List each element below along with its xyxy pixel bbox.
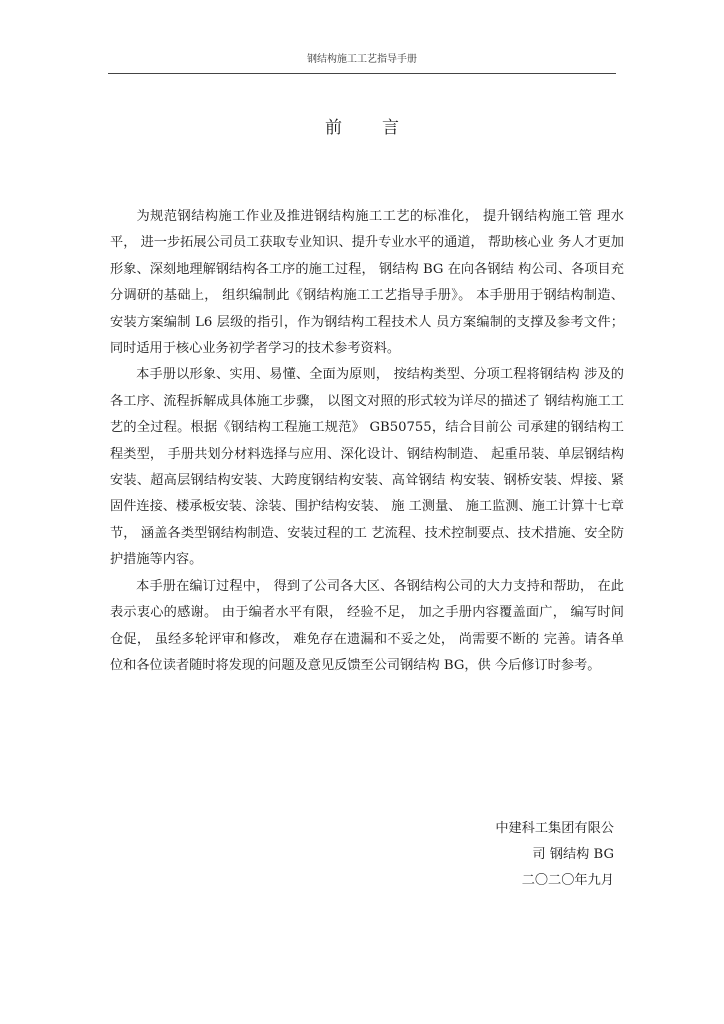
preface-body: [110, 204, 624, 679]
header-divider: [108, 73, 616, 74]
paragraph: [110, 204, 624, 362]
page-title: 前言: [325, 118, 439, 138]
running-header: 钢结构施工工艺指导手册: [307, 54, 417, 65]
paragraph: [110, 362, 624, 573]
signature-organization: 中建科工集团有限公: [495, 821, 614, 836]
signature-date: 二〇二〇年九月: [521, 873, 614, 888]
paragraph: [110, 574, 624, 680]
paragraph-text: 本手册以形象、实用、易懂、全面为原则， 按结构类型、分项工程将钢结构 涉及的各工序、流程拆解成具体施工步骤， 以图文对照的形式较为详尽的描述了 钢结构施工工艺的全过程。根据《钢结构工程施工规范》 GB50755，结合目前公 司承建的钢结构工程类型， 手册共划分材料选择与应用、深化设计、钢结构制造、 起重吊装、单层钢结构安装、超高层钢结构安装、大跨度钢结构安装、高耸钢结 构安装、钢桥安装、焊接、紧固件连接、楼承板安装、涂装、围护结构安装、 施 工测量、 施工监测、施工计算十七章节， 涵盖各类型钢结构制造、安装过程的工 艺流程、技术控制要点、技术措施、安全防护措施等内容。: [110, 367, 624, 568]
signature-department: 司 钢结构 BG: [532, 847, 614, 862]
paragraph-text: 本手册在编订过程中， 得到了公司各大区、各钢结构公司的大力支持和帮助， 在此表示衷心的感谢。 由于编者水平有限， 经验不足， 加之手册内容覆盖面广， 编写时间仓促， 虽经多轮评审和修改， 难免存在遗漏和不妥之处， 尚需要不断的 完善。请各单位和各位读者随时将发现的问题及意见反馈至公司钢结构 BG，供 今后修订时参考。: [110, 578, 624, 673]
paragraph-text: 为规范钢结构施工作业及推进钢结构施工工艺的标准化， 提升钢结构施工管 理水平， 进一步拓展公司员工获取专业知识、提升专业水平的通道， 帮助核心业 务人才更加形象、深刻地理解钢结构各工序的施工过程， 钢结构 BG 在向各钢结 构公司、各项目充分调研的基础上， 组织编制此《钢结构施工工艺指导手册》。 本手册用于钢结构制造、安装方案编制 L6 层级的指引，作为钢结构工程技术人 员方案编制的支撑及参考文件； 同时适用于核心业务初学者学习的技术参考资料。: [110, 209, 624, 357]
